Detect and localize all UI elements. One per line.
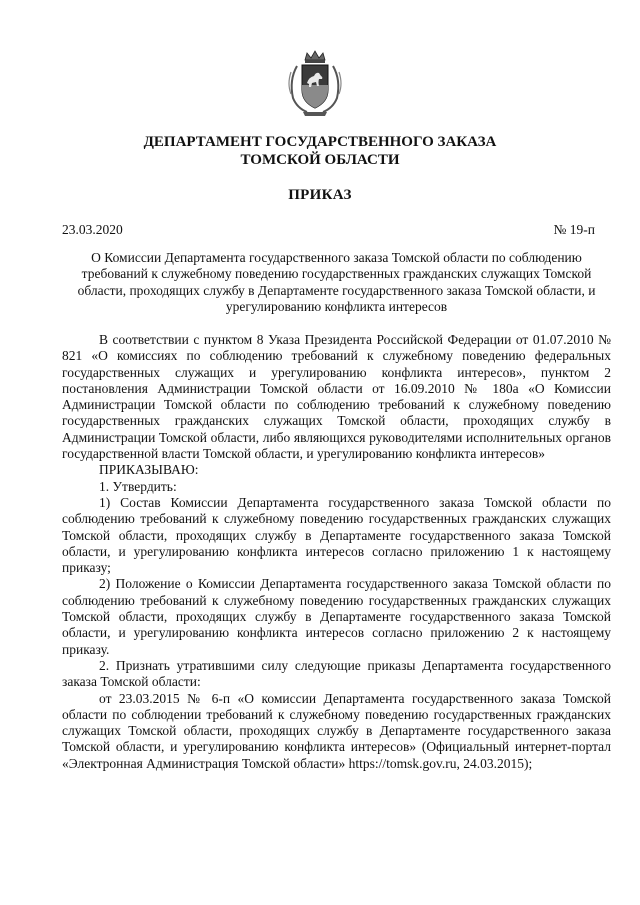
tomsk-oblast-coat-of-arms-icon [285,50,345,118]
document-type: ПРИКАЗ [288,187,352,203]
item-2-1: от 23.03.2015 № 6-п «О комиссии Департамента государственного заказа Томской области по соблюдении требований к служебному поведению государственных гражданских служащих Томской области, проходящих службу в Департаменте государственного заказа Томской области, и урегулированию конфликта интересов» (Официальный интернет-портал «Электронная Администрация Томской области» https://tomsk.gov.ru, 24.03.2015); [62,690,611,771]
order-word: ПРИКАЗЫВАЮ: [99,462,199,478]
order-date: 23.03.2020 [62,222,123,237]
order-body [62,332,611,772]
order-subject: О Комиссии Департамента государственного заказа Томской области по соблюдению требований к служебному поведению государственных гражданских служащих Томской области, проходящих службу в Департаменте государственного заказа Томской области, и урегулированию конфликта интересов [77,250,596,314]
item-2: 2. Признать утратившими силу следующие приказы Департамента государственного заказа Томской области: [62,657,611,690]
item-1-1: 1) Состав Комиссии Департамента государственного заказа Томской области по соблюдению требований к служебному поведению государственных гражданских служащих Томской области, проходящих службу в Департаменте государственного заказа Томской области, и урегулированию конфликта интересов согласно приложению 1 к настоящему приказу; [62,494,611,576]
preamble-paragraph: В соответствии с пунктом 8 Указа Президента Российской Федерации от 01.07.2010 № 821 «О комиссиях по соблюдению требований к служебному поведению федеральных государственных служащих и урегулированию конфликта интересов», пунктом 2 постановления Администрации Томской области от 16.09.2010 № 180а «О Комиссии Администрации Томской области по соблюдению требований к служебному поведению государственных гражданских служащих Томской области, проходящих службу в Администрации Томской области, либо являющихся руководителями исполнительных органов государственной власти Томской области, и урегулированию конфликта интересов» [62,332,611,462]
item-1-2: 2) Положение о Комиссии Департамента государственного заказа Томской области по соблюдению требований к служебному поведению государственных гражданских служащих Томской области, проходящих службу в Департаменте государственного заказа Томской области, и урегулированию конфликта интересов согласно приложению 2 к настоящему приказу. [62,576,611,657]
department-title-line1: ДЕПАРТАМЕНТ ГОСУДАРСТВЕННОГО ЗАКАЗА [143,134,497,150]
order-number: № 19-п [553,222,595,237]
department-title-line2: ТОМСКОЙ ОБЛАСТИ [240,152,400,168]
item-1: 1. Утвердить: [99,478,177,494]
